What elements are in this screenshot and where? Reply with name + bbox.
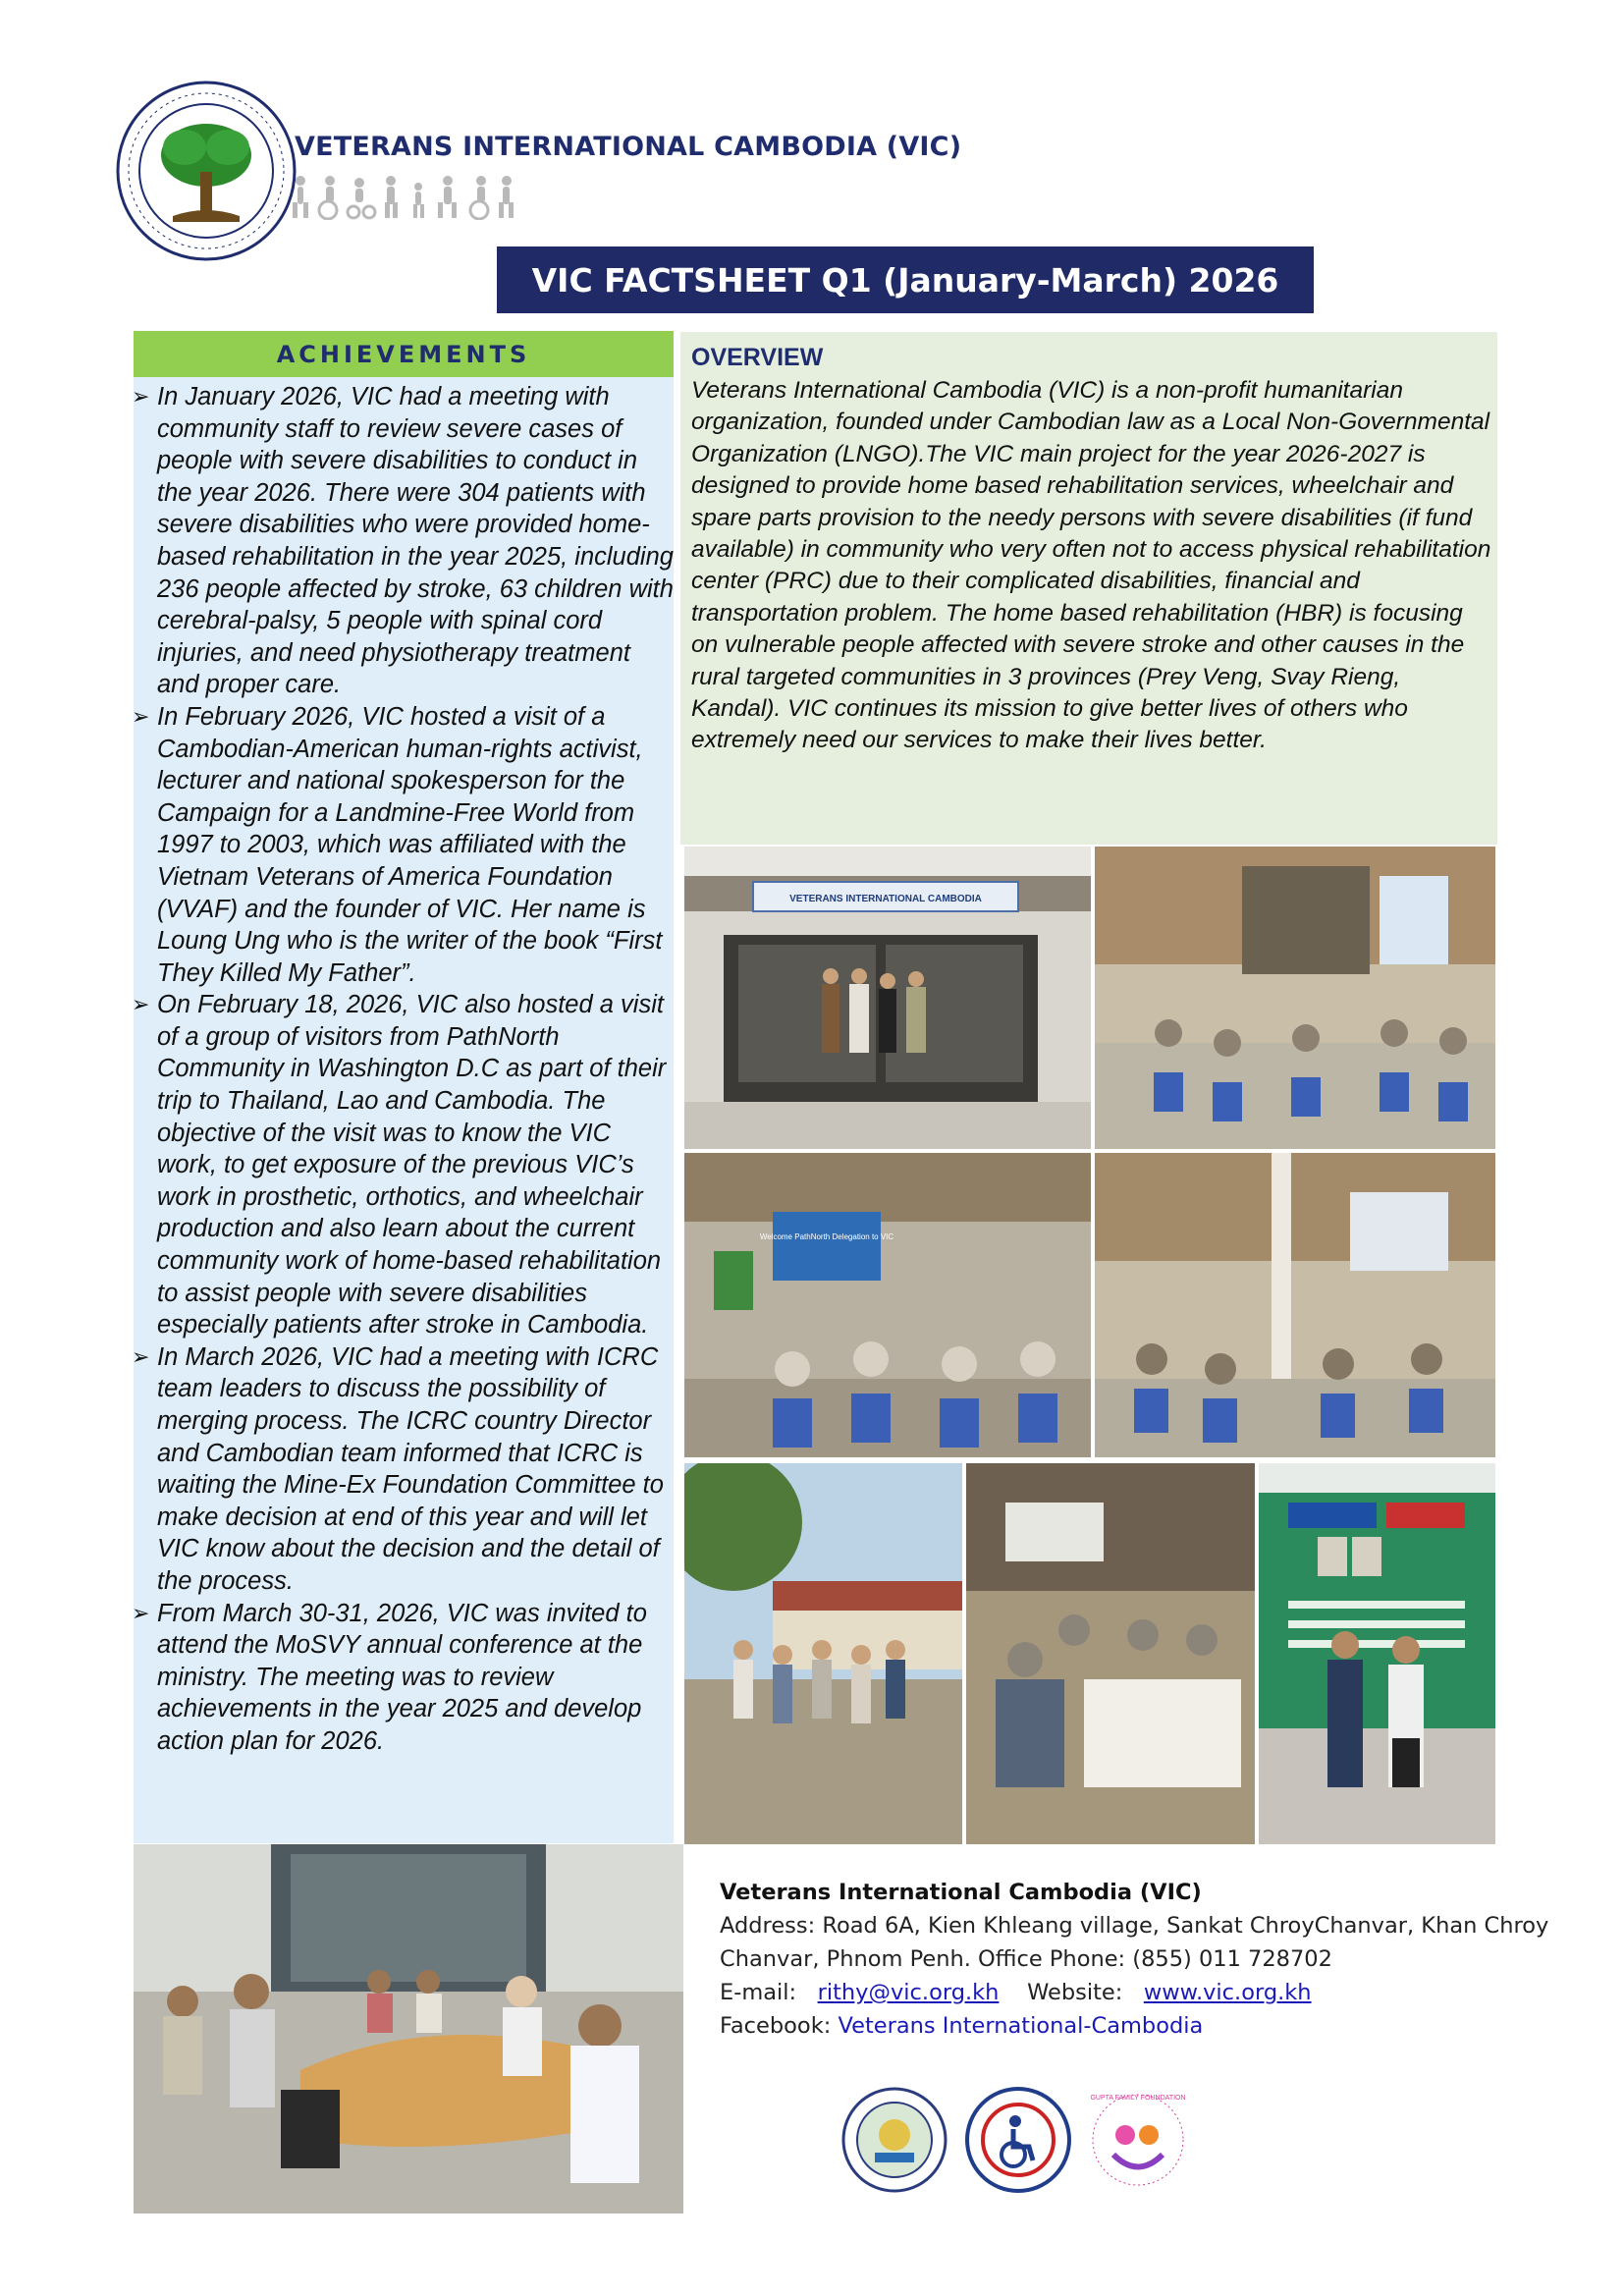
list-item	[130, 381, 676, 701]
gupta-family-foundation-logo-icon	[1084, 2086, 1192, 2194]
arrow-bullet-icon: ➢	[132, 992, 150, 1017]
gupta-logo-text: GUPTA FAMILY FOUNDATION	[1090, 2095, 1186, 2102]
photo-office-meeting	[134, 1844, 683, 2214]
facebook-label: Facebook:	[720, 2013, 832, 2039]
disability-organization-logo-icon	[964, 2086, 1072, 2194]
facebook-link[interactable]: Veterans International-Cambodia	[838, 2013, 1204, 2039]
list-item	[130, 1341, 676, 1598]
people-figures-icon	[289, 173, 514, 220]
email-label: E-mail:	[720, 1980, 797, 2005]
photo-welcome-screen	[684, 1153, 1091, 1457]
photo-meeting-room-1	[1095, 847, 1495, 1149]
overview-heading: OVERVIEW	[691, 344, 824, 371]
achievement-text: In March 2026, VIC had a meeting with ICRC team leaders to discuss the possibility of merging process. The ICRC country Director and Cambodian team informed that ICRC is waiting the Mine-Ex Foundation Committee to make decision at end of this year and will let VIC know about the decision and the detail of the process.	[157, 1342, 664, 1595]
mosvy-seal-logo-icon	[840, 2086, 948, 2194]
overview-text: Veterans International Cambodia (VIC) is a non-profit humanitarian organization, founded under Cambodian law as a Local Non-Governmental Organization (LNGO).The VIC main project for the year 2026-2027 is designed to provide home based rehabilitation services, wheelchair and spare parts provision to the needy persons with severe disabilities (if fund available) in community who very often not to access physical rehabilitation center (PRC) due to their complicated disabilities, financial and transportation problem. The home based rehabilitation (HBR) is focusing on vulnerable people affected with severe stroke and other causes in the rural targeted communities in 3 provinces (Prey Veng, Svay Rieng, Kandal). VIC continues its mission to give better lives of others who extremely need our services to make their lives better.	[691, 377, 1491, 754]
photo-meeting-table	[966, 1463, 1255, 1844]
contact-facebook	[720, 2009, 1564, 2043]
contact-email-website	[720, 1976, 1564, 2009]
contact-address: Address: Road 6A, Kien Khleang village, Sankat ChroyChanvar, Khan Chroy Chanvar, Phnom Penh. Office Phone: (855) 011 728702	[720, 1913, 1549, 1972]
contact-block	[720, 1876, 1564, 2043]
factsheet-title: VIC FACTSHEET Q1 (January-March) 2026	[497, 246, 1314, 313]
website-label: Website:	[1027, 1980, 1123, 2005]
achievements-list	[130, 381, 676, 1758]
arrow-bullet-icon: ➢	[132, 703, 150, 729]
list-item	[130, 1598, 676, 1758]
sign-text: VETERANS INTERNATIONAL CAMBODIA	[789, 894, 982, 904]
arrow-bullet-icon: ➢	[132, 1600, 150, 1625]
photo-meeting-room-2	[1095, 1153, 1495, 1457]
photo-ministry-conference	[1259, 1463, 1495, 1844]
photo-outdoor-group	[684, 1463, 962, 1844]
org-title: VETERANS INTERNATIONAL CAMBODIA (VIC)	[295, 132, 962, 162]
achievement-text: In February 2026, VIC hosted a visit of a Cambodian-American human-rights activist, lecturer and national spokesperson for the Campaign for a Landmine-Free World from 1997 to 2003, which was affiliated with the Vietnam Veterans of America Foundation (VVAF) and the founder of VIC. Her name is Loung Ung who is the writer of the book “First They Killed My Father”.	[157, 702, 663, 987]
achievement-text: From March 30-31, 2026, VIC was invited to attend the MoSVY annual conference at the ministry. The meeting was to review achievements in the year 2025 and develop action plan for 2026.	[157, 1599, 647, 1755]
list-item	[130, 701, 676, 989]
vic-logo	[114, 79, 298, 263]
achievement-text: In January 2026, VIC had a meeting with community staff to review severe cases of people with severe disabilities to conduct in the year 2026. There were 304 patients with severe disabilities who were provided home-based rehabilitation in the year 2025, including 236 people affected by stroke, 63 children with cerebral-palsy, 5 people with spinal cord injuries, and need physiotherapy treatment and proper care.	[157, 383, 674, 699]
arrow-bullet-icon: ➢	[132, 384, 150, 409]
photo-building-entrance	[684, 847, 1091, 1149]
email-link[interactable]: rithy@vic.org.kh	[817, 1980, 1000, 2005]
screen-text: Welcome PathNorth Delegation to VIC	[759, 1232, 894, 1241]
achievement-text: On February 18, 2026, VIC also hosted a visit of a group of visitors from PathNorth Community in Washington D.C as part of their trip to Thailand, Lao and Cambodia. The objective of the visit was to know the VIC work, to get exposure of the previous VIC’s work in prosthetic, orthotics, and wheelchair production and also learn about the current community work of home-based rehabilitation to assist people with severe disabilities especially patients after stroke in Cambodia.	[157, 991, 667, 1339]
contact-org-name: Veterans International Cambodia (VIC)	[720, 1880, 1202, 1905]
arrow-bullet-icon: ➢	[132, 1343, 150, 1369]
vic-tree-seal-logo-icon	[114, 79, 298, 263]
website-link[interactable]: www.vic.org.kh	[1143, 1980, 1312, 2005]
list-item	[130, 989, 676, 1341]
achievements-heading: ACHIEVEMENTS	[134, 331, 674, 377]
